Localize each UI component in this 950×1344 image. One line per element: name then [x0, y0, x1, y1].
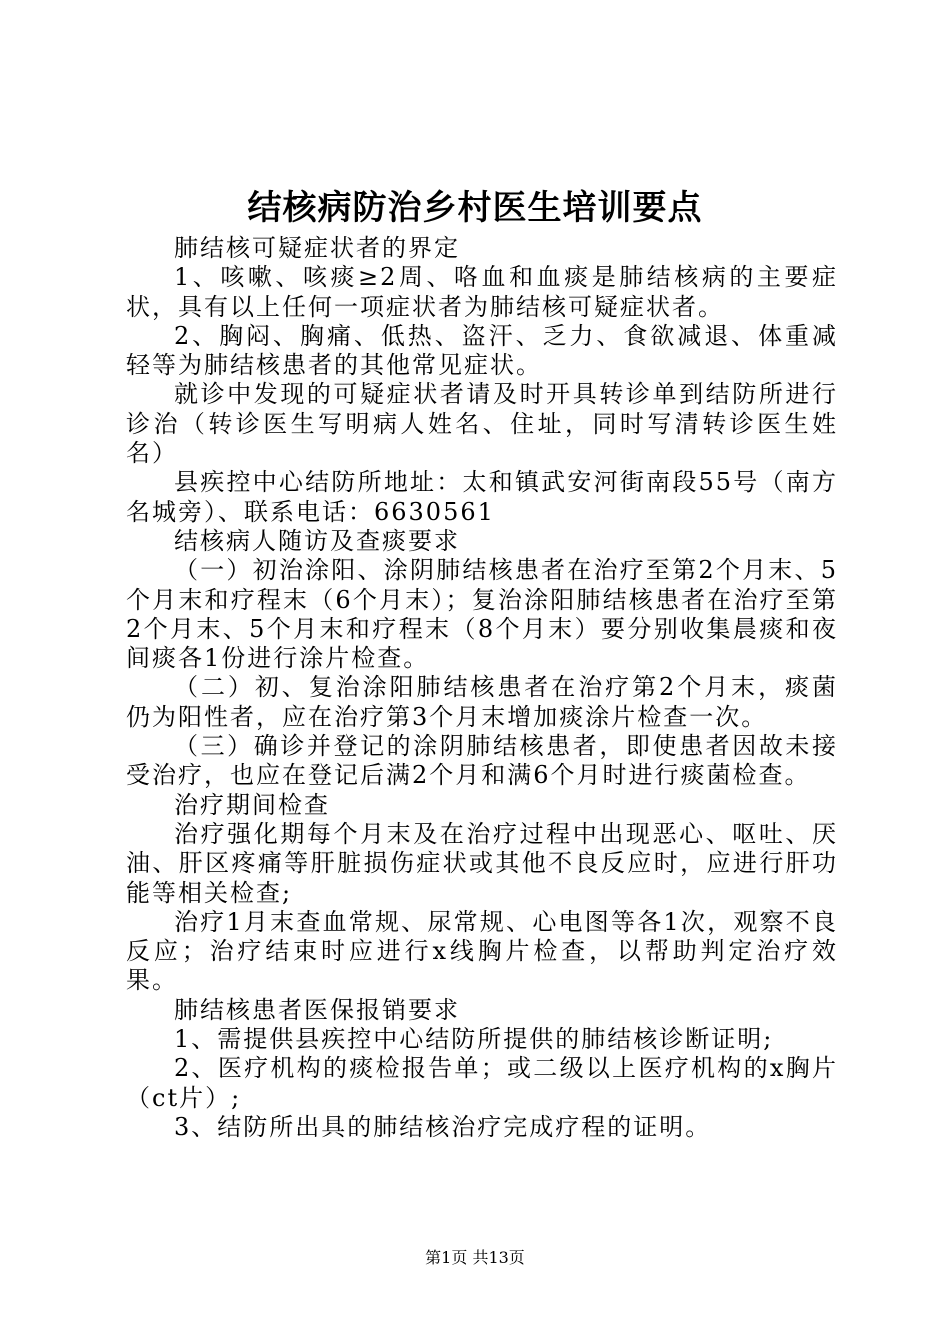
- section-heading: 肺结核患者医保报销要求: [174, 995, 460, 1024]
- paragraph: 县疾控中心结防所地址：太和镇武安河街南段55号（南方名城旁）、联系电话：6630561: [126, 468, 838, 526]
- paragraph: 2、医疗机构的痰检报告单；或二级以上医疗机构的x胸片（ct片）;: [126, 1054, 838, 1112]
- paragraph: （二）初、复治涂阳肺结核患者在治疗第2个月末，痰菌仍为阳性者，应在治疗第3个月末增加痰涂片检查一次。: [126, 673, 838, 731]
- paragraph: 2、胸闷、胸痛、低热、盗汗、乏力、食欲减退、体重减轻等为肺结核患者的其他常见症状。: [126, 321, 838, 380]
- document-body: [126, 234, 838, 1142]
- document-title: 结核病防治乡村医生培训要点: [247, 188, 703, 228]
- paragraph: （一）初治涂阳、涂阴肺结核患者在治疗至第2个月末、5个月末和疗程末（6个月末）；复治涂阳肺结核患者在治疗至第2个月末、5个月末和疗程末（8个月末）要分别收集晨痰和夜间痰各1份进行涂片检查。: [126, 556, 838, 673]
- paragraph: 3、结防所出具的肺结核治疗完成疗程的证明。: [174, 1112, 712, 1141]
- page-footer: 第1页 共13页: [425, 1248, 525, 1267]
- section-heading: 治疗期间检查: [174, 790, 330, 819]
- paragraph: 治疗强化期每个月末及在治疗过程中出现恶心、呕吐、厌油、肝区疼痛等肝脏损伤症状或其他不良反应时，应进行肝功能等相关检查;: [126, 819, 838, 907]
- paragraph: 1、需提供县疾控中心结防所提供的肺结核诊断证明;: [174, 1025, 774, 1054]
- section-heading: 结核病人随访及查痰要求: [174, 526, 460, 555]
- paragraph: 就诊中发现的可疑症状者请及时开具转诊单到结防所进行诊治（转诊医生写明病人姓名、住址，同时写清转诊医生姓名）: [126, 380, 838, 468]
- section-heading: 肺结核可疑症状者的界定: [174, 234, 460, 262]
- paragraph: （三）确诊并登记的涂阴肺结核患者，即使患者因故未接受治疗，也应在登记后满2个月和满6个月时进行痰菌检查。: [126, 732, 838, 790]
- paragraph: 治疗1月末查血常规、尿常规、心电图等各1次，观察不良反应；治疗结束时应进行x线胸片检查，以帮助判定治疗效果。: [126, 907, 838, 995]
- paragraph: 1、咳嗽、咳痰≥2周、咯血和血痰是肺结核病的主要症状，具有以上任何一项症状者为肺结核可疑症状者。: [126, 263, 838, 321]
